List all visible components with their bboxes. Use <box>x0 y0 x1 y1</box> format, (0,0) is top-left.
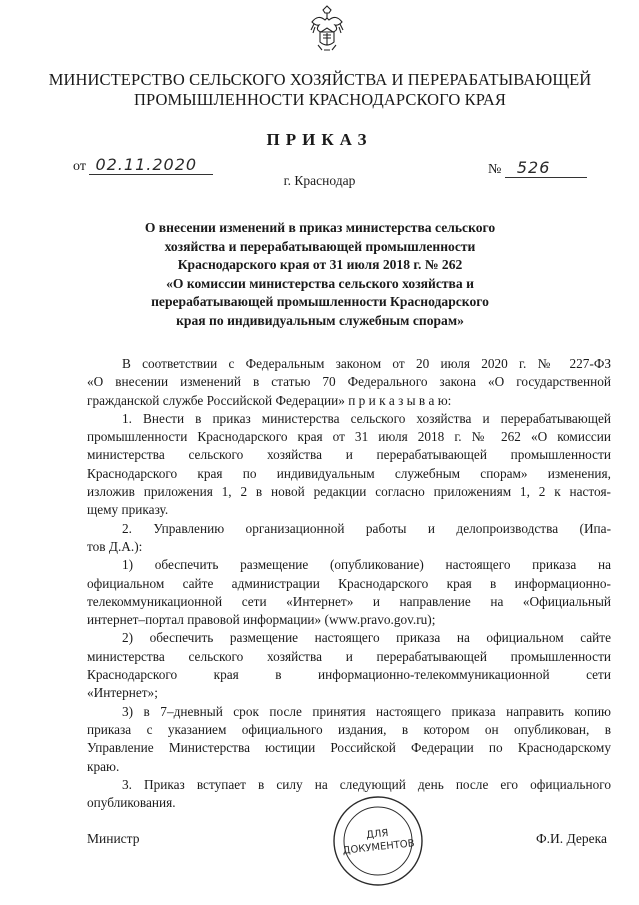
body-line: «Интернет»; <box>87 685 158 701</box>
heading-line: края по индивидуальным служебным спорам» <box>176 312 464 328</box>
svg-text:ДОКУМЕНТОВ: ДОКУМЕНТОВ <box>342 838 416 857</box>
heading-line: Краснодарского края от 31 июля 2018 г. № 262 <box>177 257 463 272</box>
heading-line: перерабатывающей промышленности Краснодарского <box>151 294 489 309</box>
body-line: телекоммуникационной сети «Интернет» и направление на «Официальный <box>87 593 611 609</box>
order-title: ПРИКАЗ <box>266 130 373 149</box>
coat-of-arms-icon <box>308 4 346 54</box>
body-line: тов Д.А.): <box>87 538 143 554</box>
body-line: В соответствии с Федеральным законом от 20 июля 2020 г. № 227-ФЗ <box>122 356 611 371</box>
body-line: Краснодарского края в информационно-телекоммуникационной сети <box>87 667 611 683</box>
heading-line: О внесении изменений в приказ министерства сельского <box>144 220 496 235</box>
body-line: Краснодарского края по индивидуальным служебным спорам» изменения, <box>87 465 611 481</box>
body-line: 1) обеспечить размещение (опубликование) настоящего приказа на <box>122 557 611 573</box>
body-line: гражданской службе Российской Федерации» п р и к а з ы в а ю: <box>87 392 452 408</box>
city: г. Краснодар <box>283 173 356 188</box>
body-line: щему приказу. <box>87 502 169 518</box>
ministry-name-line-2: ПРОМЫШЛЕННОСТИ КРАСНОДАРСКОГО КРАЯ <box>133 90 507 109</box>
order-heading <box>80 219 560 330</box>
body-line: 1. Внести в приказ министерства сельского хозяйства и перерабатывающей <box>122 410 611 426</box>
signatory-name: Ф.И. Дерека <box>536 831 607 846</box>
body-line: изложив приложения 1, 2 в новой редакции согласно приложениям 1, 2 к настоя- <box>87 484 611 500</box>
svg-text:ДЛЯ: ДЛЯ <box>365 827 389 842</box>
body-line: официальном сайте администрации Краснодарского края в информационно- <box>87 575 611 591</box>
body-line: 3. Приказ вступает в силу на следующий день после его официального <box>122 776 611 792</box>
signatory-position: Министр <box>87 831 140 846</box>
number-prefix: № <box>488 162 502 177</box>
stamp-icon <box>330 793 426 889</box>
body-line: министерства сельского хозяйства и перерабатывающей промышленности <box>87 447 611 463</box>
number-value: 526 <box>505 158 587 178</box>
body-line: 2) обеспечить размещение настоящего приказа на официальном сайте <box>122 630 611 646</box>
order-body <box>87 355 611 812</box>
date-value: 02.11.2020 <box>89 155 213 175</box>
order-date <box>73 155 213 175</box>
heading-line: хозяйства и перерабатывающей промышленности <box>164 238 476 254</box>
date-prefix: от <box>73 159 86 174</box>
body-line: опубликования. <box>87 795 176 811</box>
body-line: промышленности Краснодарского края от 31 июля 2018 г. № 262 «О комиссии <box>87 429 611 445</box>
heading-line: «О комиссии министерства сельского хозяйства и <box>166 275 474 291</box>
body-line: министерства сельского хозяйства и перерабатывающей промышленности <box>87 648 611 664</box>
body-line: Управление Министерства юстиции Российской Федерации по Краснодарскому <box>87 740 611 756</box>
body-line: 3) в 7–дневный срок после принятия настоящего приказа направить копию <box>122 703 611 719</box>
body-line: «О внесении изменений в статью 70 Федерального закона «О государственной <box>87 374 611 390</box>
ministry-name-line-1: МИНИСТЕРСТВО СЕЛЬСКОГО ХОЗЯЙСТВА И ПЕРЕРАБАТЫВАЮЩЕЙ <box>48 70 592 89</box>
body-line: краю. <box>87 758 120 774</box>
body-line: приказа с указанием официального издания, в котором он опубликован, в <box>87 721 611 737</box>
body-line: интернет–портал правовой информации» (www.pravo.gov.ru); <box>87 612 436 628</box>
body-line: 2. Управлению организационной работы и делопроизводства (Ипа- <box>122 520 611 536</box>
